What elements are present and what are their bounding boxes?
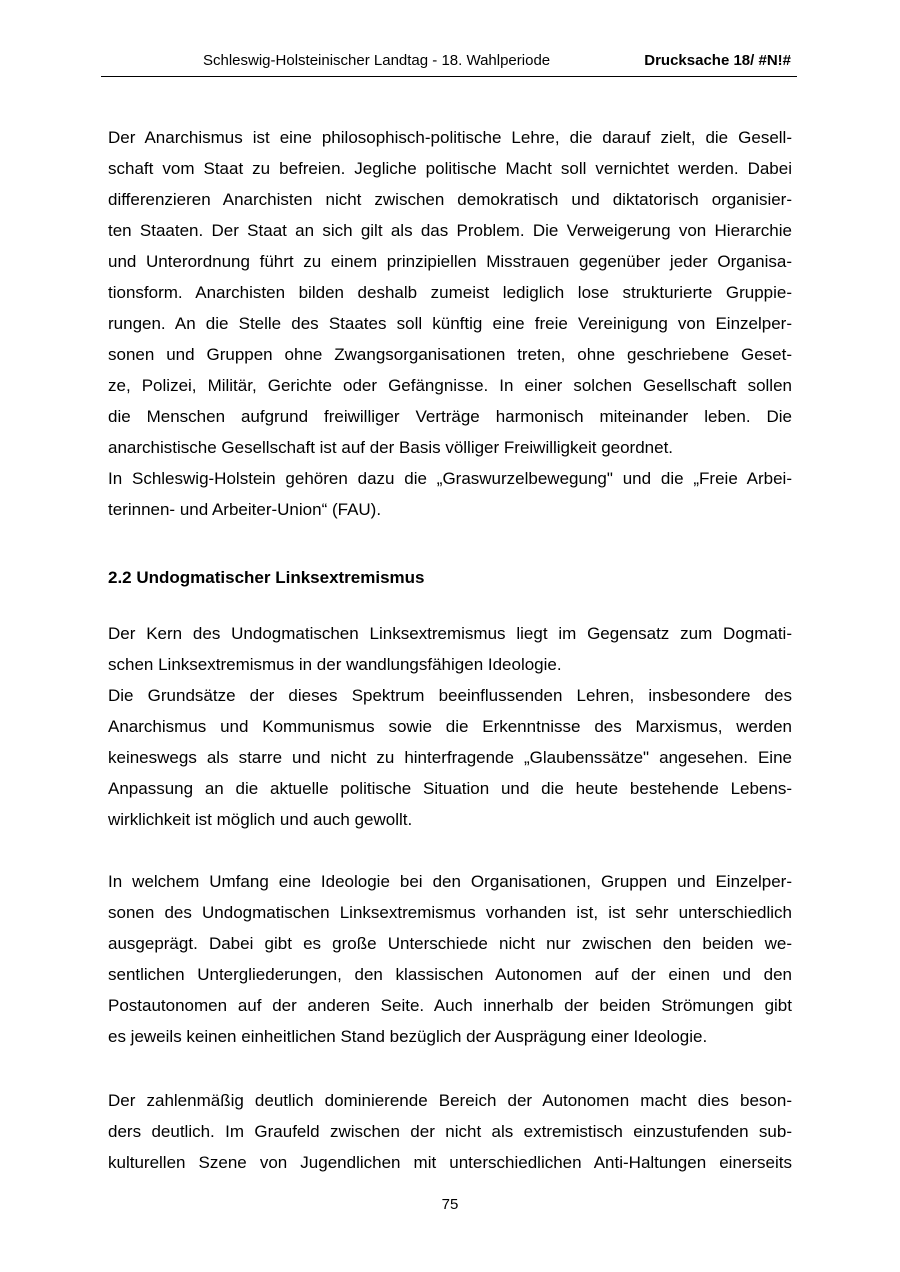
text-line: schaft vom Staat zu befreien. Jegliche politische Macht soll vernichtet werden. Dabei [108,159,792,178]
text-line: Der zahlenmäßig deutlich dominierende Bereich der Autonomen macht dies beson- [108,1091,792,1110]
text-line: keineswegs als starre und nicht zu hinterfragende „Glaubenssätze" angesehen. Eine [108,748,792,767]
text-line: In welchem Umfang eine Ideologie bei den Organisationen, Gruppen und Einzelper- [108,872,792,891]
text-line: kulturellen Szene von Jugendlichen mit unterschiedlichen Anti-Haltungen einerseits [108,1153,792,1172]
text-line: ze, Polizei, Militär, Gerichte oder Gefängnisse. In einer solchen Gesellschaft sollen [108,376,792,395]
text-line: die Menschen aufgrund freiwilliger Verträge harmonisch miteinander leben. Die [108,407,792,426]
text-line: differenzieren Anarchisten nicht zwischen demokratisch und diktatorisch organisier- [108,190,792,209]
text-line: es jeweils keinen einheitlichen Stand bezüglich der Ausprägung einer Ideologie. [108,1027,708,1046]
paragraph-core [108,618,792,835]
text-line: sentlichen Untergliederungen, den klassischen Autonomen auf der einen und den [108,965,792,984]
text-line: sonen des Undogmatischen Linksextremismus vorhanden ist, ist sehr unterschiedlich [108,903,792,922]
text-line: anarchistische Gesellschaft ist auf der Basis völliger Freiwilligkeit geordnet. [108,438,674,457]
paragraph-ideology-scope [108,866,792,1052]
text-line: ten Staaten. Der Staat an sich gilt als das Problem. Die Verweigerung von Hierarchie [108,221,792,240]
text-line: rungen. An die Stelle des Staates soll künftig eine freie Vereinigung von Einzelper- [108,314,792,333]
header-title: Schleswig-Holsteinischer Landtag - 18. Wahlperiode [203,52,551,69]
page-number: 75 [441,1196,459,1213]
paragraph-autonomous [108,1085,792,1178]
section-heading: 2.2 Undogmatischer Linksextremismus [108,568,425,587]
text-line: sonen und Gruppen ohne Zwangsorganisationen treten, ohne geschriebene Geset- [108,345,792,364]
text-line: wirklichkeit ist möglich und auch gewollt. [108,810,413,829]
text-line: Postautonomen auf der anderen Seite. Auch innerhalb der beiden Strömungen gibt [108,996,792,1015]
text-line: tionsform. Anarchisten bilden deshalb zumeist lediglich lose strukturierte Gruppie- [108,283,792,302]
header-divider [101,76,797,77]
text-line: Der Kern des Undogmatischen Linksextremismus liegt im Gegensatz zum Dogmati- [108,624,792,643]
text-line: Anpassung an die aktuelle politische Situation und die heute bestehende Lebens- [108,779,792,798]
text-line: Die Grundsätze der dieses Spektrum beeinflussenden Lehren, insbesondere des [108,686,792,705]
text-line: schen Linksextremismus in der wandlungsfähigen Ideologie. [108,655,562,674]
text-line: ders deutlich. Im Graufeld zwischen der nicht als extremistisch einzustufenden sub- [108,1122,792,1141]
paragraph-anarchism [108,122,792,525]
text-line: und Unterordnung führt zu einem prinzipiellen Misstrauen gegenüber jeder Organisa- [108,252,792,271]
text-line: Der Anarchismus ist eine philosophisch-politische Lehre, die darauf zielt, die Gesell- [108,128,792,147]
text-line: In Schleswig-Holstein gehören dazu die „Graswurzelbewegung" und die „Freie Arbei- [108,469,792,488]
text-line: Anarchismus und Kommunismus sowie die Erkenntnisse des Marxismus, werden [108,717,792,736]
document-number: Drucksache 18/ #N!# [644,52,791,69]
page-header [101,50,797,74]
text-line: ausgeprägt. Dabei gibt es große Unterschiede nicht nur zwischen den beiden we- [108,934,792,953]
text-line: terinnen- und Arbeiter-Union“ (FAU). [108,500,382,519]
